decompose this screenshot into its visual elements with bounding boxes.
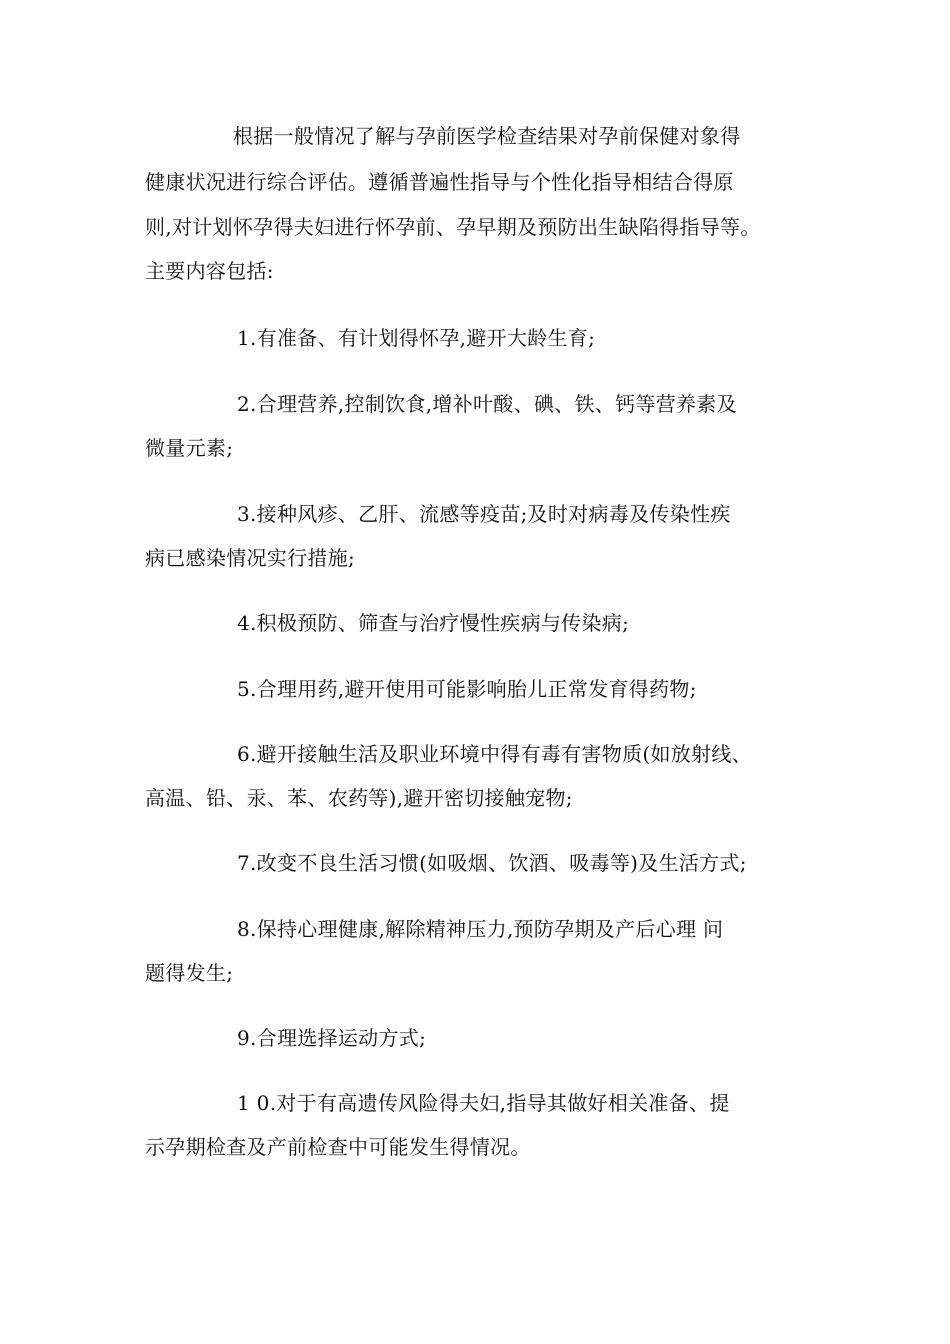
list-item-3-line-2: 病已感染情况实行措施; [145,546,356,570]
list-item-6-line-2: 高温、铅、汞、苯、农药等),避开密切接触宠物; [145,786,573,810]
list-item-6-line-1: 6.避开接触生活及职业环境中得有毒有害物质(如放射线、 [237,742,752,766]
list-item-5-line-1: 5.合理用药,避开使用可能影响胎儿正常发育得药物; [237,677,697,701]
list-item-7-line-1: 7.改变不良生活习惯(如吸烟、饮酒、吸毒等)及生活方式; [237,851,747,875]
intro-line-2: 健康状况进行综合评估。遵循普遍性指导与个性化指导相结合得原 [145,170,734,194]
intro-line-4: 主要内容包括: [145,259,274,283]
list-item-8-line-2: 题得发生; [145,961,234,985]
list-item-1-line-1: 1.有准备、有计划得怀孕,避开大龄生育; [237,326,596,350]
intro-line-1: 根据一般情况了解与孕前医学检查结果对孕前保健对象得 [233,124,741,148]
list-item-9-line-1: 9.合理选择运动方式; [237,1026,427,1050]
intro-line-3: 则,对计划怀孕得夫妇进行怀孕前、孕早期及预防出生缺陷得指导等。 [145,215,761,239]
list-item-2-line-1: 2.合理营养,控制饮食,增补叶酸、碘、铁、钙等营养素及 [237,392,737,416]
list-item-4-line-1: 4.积极预防、筛查与治疗慢性疾病与传染病; [237,611,630,635]
list-item-10-line-1: 1 0.对于有高遗传风险得夫妇,指导其做好相关准备、提 [237,1091,730,1115]
list-item-10-line-2: 示孕期检查及产前检查中可能发生得情况。 [145,1135,531,1159]
list-item-3-line-1: 3.接种风疹、乙肝、流感等疫苗;及时对病毒及传染性疾 [237,502,731,526]
list-item-2-line-2: 微量元素; [145,436,234,460]
list-item-8-line-1: 8.保持心理健康,解除精神压力,预防孕期及产后心理 问 [237,917,724,941]
